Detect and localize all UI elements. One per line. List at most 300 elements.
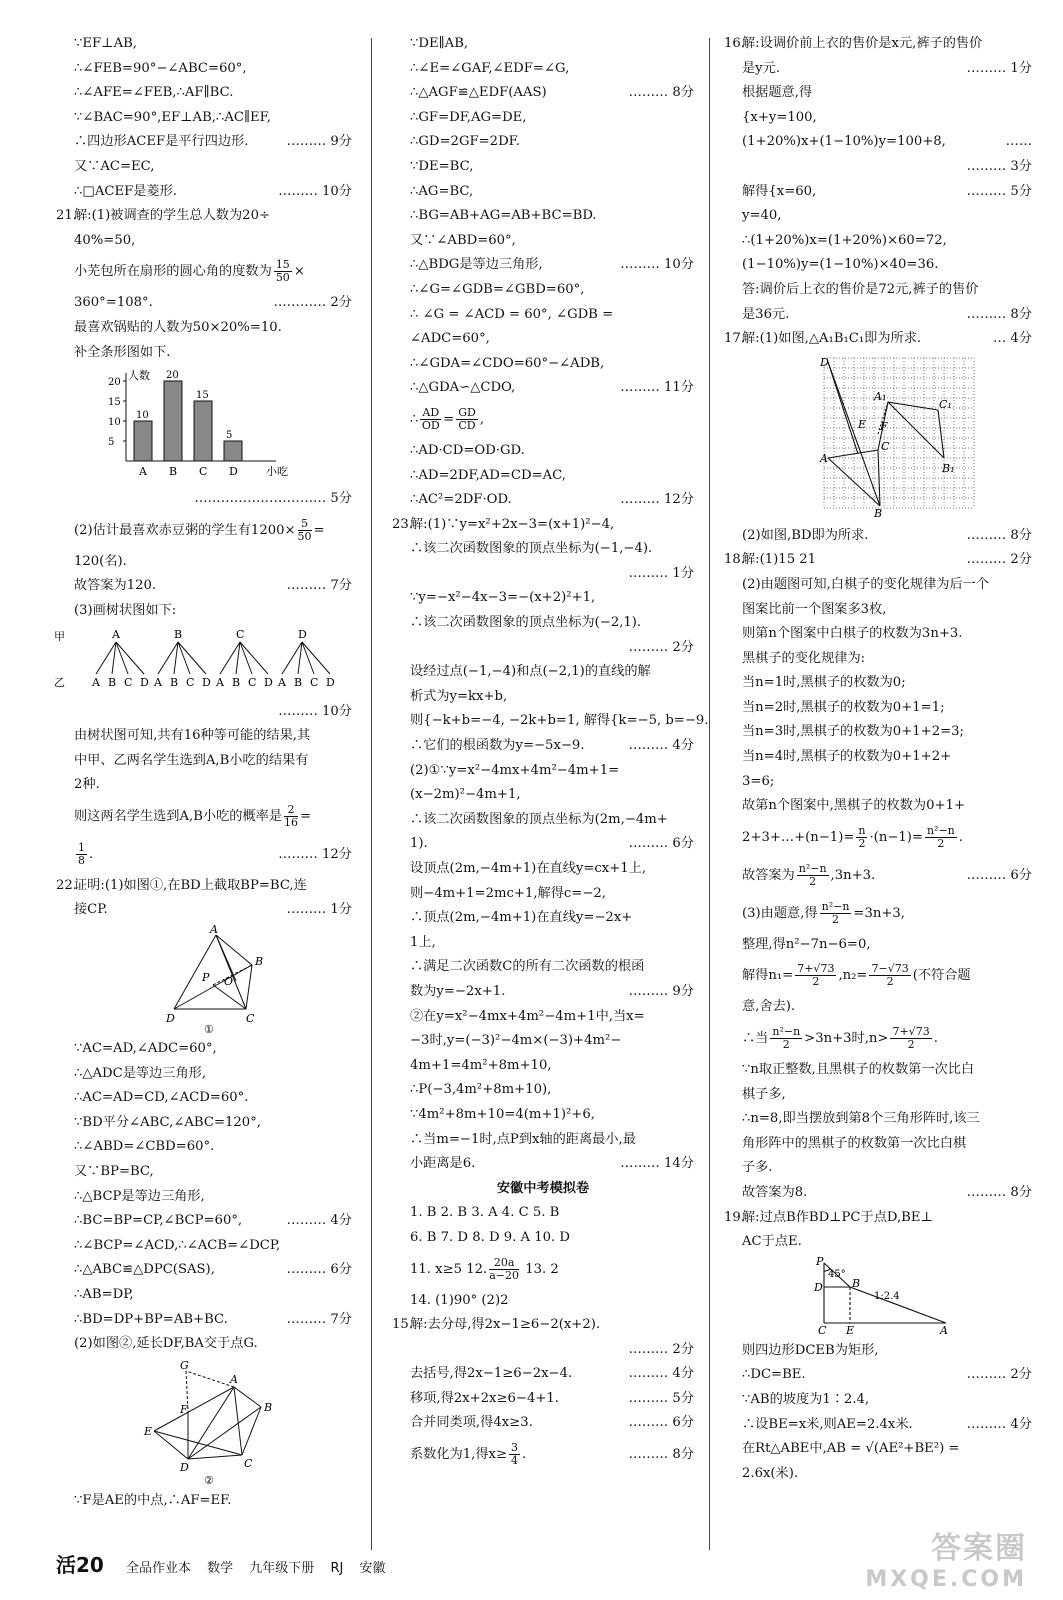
text-line [724,253,1032,278]
line-text: ∴(1+20%)x=(1+20%)×60=72, [742,232,947,248]
figure-17-svg [724,354,1032,522]
tree-leaf: B [294,675,303,689]
text-line [724,1020,1032,1058]
line-text: ,n₂= [838,968,868,984]
denominator: 2 [937,836,945,850]
bar-chart-svg [56,367,352,485]
label-B1: B₁ [942,461,955,475]
y-tick-label: 20 [108,377,121,389]
tree-node: D [298,627,307,641]
text-line [724,933,1032,958]
score: ……… 9分 [286,134,352,150]
score: ……… 6分 [628,836,694,852]
label-F: F [180,1402,188,1416]
line-text: ∴GF=DF,AG=DE, [410,109,527,125]
text-line [392,1387,694,1412]
line-text: × [293,264,305,280]
line-text: 6. B 7. D 8. D 9. A 10. D [410,1229,570,1245]
line-text: = [443,411,455,427]
line-text: 1). [410,836,428,852]
edition: RJ [330,1561,344,1576]
line-text: 解:去分母,得2x−1≥6−2(x+2). [410,1317,601,1333]
text-line [724,1230,1032,1255]
label-D: D [166,1012,175,1026]
line-text: 当n=3时,黑棋子的枚数为0+1+2=3; [742,724,964,740]
score: ……… 8分 [628,1447,694,1463]
line-text: 4m+1=4m²+8m+10, [410,1057,552,1073]
watermark [865,1523,1027,1592]
line-text: ∴BD=DP+BP=AB+BC. [74,1311,228,1327]
line-text: ∴P(−3,4m²+8m+10), [410,1082,552,1098]
text-line [392,1128,694,1153]
label-B: B [255,955,264,969]
tree-leaf: D [326,675,335,689]
label-A: A [210,923,218,937]
text-line [392,1251,694,1289]
line-text: 则{−k+b=−4, −2k+b=1, 解得{k=−5, b=−9. [410,713,709,729]
figure-19-slope [724,1254,1032,1337]
text-line [724,1413,1032,1438]
label-A: A [230,1372,238,1386]
line-text: (2)①∵y=x²−4mx+4m²−4m+1= [410,762,620,778]
line-text: ∴∠AFE=∠FEB,∴AF∥BC. [74,85,234,101]
label-O: O [224,975,234,989]
numerator: 20a [489,1257,519,1270]
line-text: (2)如图②,延长DF,BA交于点G. [74,1336,258,1352]
line-text: ∵y=−x²−4x−3=−(x+2)²+1, [410,590,596,606]
label-B: B [874,506,883,520]
text-line [392,832,694,857]
text-line [56,229,352,254]
line-text: 1上, [410,934,436,950]
label-B: B [852,1276,861,1290]
line-text: ∵F是AE的中点,∴AF=EF. [74,1492,232,1508]
fraction [869,963,910,988]
text-line [724,995,1032,1020]
line-text: ∴∠G=∠GDB=∠GBD=60°, [410,281,585,297]
text-line [56,204,352,229]
line-text: 故答案为120. [74,578,157,594]
fraction [420,407,441,432]
y-tick-label: 10 [108,417,121,429]
denominator: 8 [78,853,85,867]
text-line [724,278,1032,303]
line-text: ②在y=x²−4mx+4m²−4m+1中,当x= [410,1008,645,1024]
text-line [56,32,352,57]
line-text: (2)估计最喜欢赤豆粥的学生有1200× [74,522,296,538]
line-text: ∵n取正整数,且黑棋子的枚数第一次比白 [742,1062,975,1078]
text-line [392,1289,694,1314]
tree-diagram [56,626,352,698]
denominator: CD [458,418,476,432]
question-number: 21. [56,208,77,224]
line-text: 子多. [742,1160,773,1176]
tree-branch [116,642,144,674]
line-text: (1−10%)y=(1−10%)×40=36. [742,257,939,273]
text-line [56,57,352,82]
line-text: 接CP. [74,902,108,918]
numerator: 15 [275,258,290,272]
text-block [56,700,352,924]
label-C: C [881,439,890,453]
text-line [56,798,352,836]
text-line [392,155,694,180]
text-line [56,1209,352,1234]
line-text: 又∵∠ABD=60°, [410,232,516,248]
label-C: C [818,1323,827,1337]
text-block [724,524,1032,1255]
figure-caption: ② [204,1473,214,1487]
score: ……… 6分 [286,1262,352,1278]
score: ……… 1分 [966,60,1032,76]
question-number: 18. [724,552,745,568]
label-C: C [244,1456,253,1470]
text-line [56,1234,352,1259]
tree-branch [240,642,252,674]
text-line [56,749,352,774]
line-text: (2)如图,BD即为所求. [742,527,869,543]
text-line [392,278,694,303]
line-text: 又∵AC=EC, [74,158,155,174]
line-text: 证明:(1)如图①,在BD上截取BP=BC,连 [74,877,307,893]
fraction [274,259,292,284]
line-text: = [313,522,325,538]
tree-node: B [174,627,183,641]
text-line [724,745,1032,770]
bar-A [134,421,152,461]
line-text: 解:(1)15 21 [742,552,817,568]
bar-D [224,441,242,461]
line-text: 1. B 2. B 3. A 4. C 5. B [410,1205,560,1221]
text-line [392,882,694,907]
line-text: 则−4m+1=2mc+1,解得c=−2, [410,885,606,901]
text-line [724,819,1032,857]
text-line [724,1058,1032,1083]
line-text: 意,舍去). [742,999,796,1015]
text-line [392,586,694,611]
line-text: −3时,y=(−3)²−4m×(−3)+4m²− [410,1033,622,1049]
denominator: 2 [886,975,894,989]
text-line [56,512,352,550]
line-text: 解:(1)如图,△A₁B₁C₁即为所求. [742,331,922,347]
numerator: 2 [284,804,298,817]
line-text: , [479,411,485,427]
tree-branch [116,642,128,674]
line-text: ∴该二次函数图象的顶点坐标为(−2,1). [410,615,642,631]
line-text: 解得n₁= [742,968,794,984]
line-text: ∠ADC=60°, [410,331,490,347]
score: ………… 2分 [273,295,352,311]
text-line [724,106,1032,131]
text-line [724,81,1032,106]
line-text: 2种. [74,777,100,793]
line-text: (2)由题图可知,白棋子的变化规律为后一个 [742,576,990,592]
numerator: 7+√73 [892,1025,930,1039]
text-line [56,1160,352,1185]
text-line [56,130,352,155]
line-text: ∴BC=BP=CP,∠BCP=60°, [74,1213,243,1229]
text-line [392,513,694,538]
text-line [392,1411,694,1436]
text-line [724,1107,1032,1132]
question-number: 22. [56,877,77,893]
text-line [56,180,352,205]
tree-leaf: C [248,675,257,689]
category-label: A [139,465,147,479]
line-text: 答:调价后上衣的售价是72元,裤子的售价 [742,281,979,297]
score: ……… 10分 [278,703,352,719]
text-line [392,980,694,1005]
line-text: AC于点E. [742,1234,802,1250]
line-text: 整理,得n²−7n−6=0, [742,936,871,952]
tree-diagram-svg [56,626,352,698]
subject: 数学 [207,1561,234,1576]
tree-branch [178,642,206,674]
line-text: 图案比前一个图案多3枚, [742,601,887,617]
text-line [392,303,694,328]
text-line [392,57,694,82]
line-text: y=40, [742,208,782,224]
page-footer [56,1549,397,1578]
text-line [392,401,694,439]
y-tick-label: 5 [108,437,115,449]
text-line [392,1313,694,1338]
tree-leaf: B [170,675,179,689]
text-line [392,376,694,401]
text-line [56,836,352,874]
tree-node: A [112,627,120,641]
score: ……… 14分 [620,1156,694,1172]
text-line [56,1135,352,1160]
text-line [392,464,694,489]
line-text: =3n+3, [853,905,905,921]
tree-leaf: A [278,675,286,689]
text-line [724,1339,1032,1364]
score: ……… 2分 [628,1341,694,1357]
fraction [820,901,852,926]
text-line [392,783,694,808]
line-text: 析式为y=kx+b, [410,688,508,704]
column-right [724,32,1032,1486]
text-line [56,1062,352,1087]
denominator: 16 [284,815,299,829]
text-line [56,599,352,624]
line-text: ∴顶点(2m,−4m+1)在直线y=−2x+ [410,910,633,926]
score: ……… 2分 [628,639,694,655]
fraction [298,518,312,543]
figure-22-2-svg [56,1359,352,1487]
tree-leaf: D [140,675,149,689]
text-line [56,1332,352,1357]
score: ……… 10分 [278,183,352,199]
text-line [56,81,352,106]
text-line [724,957,1032,995]
line-text: 故第n个图案中,黑棋子的枚数为0+1+ [742,798,966,814]
line-text: ∴∠GDA=∠CDO=60°−∠ADB, [410,355,605,371]
line-text: ∴AC²=2DF·OD. [410,492,512,508]
score: ……… 1分 [286,902,352,918]
numerator: n²−n [821,899,850,913]
line-text: 解:(1)被调查的学生总人数为20÷ [74,208,271,224]
line-text: . [958,829,963,845]
line-text: ∵AC=AD,∠ADC=60°, [74,1041,217,1057]
fraction [489,1257,519,1282]
x-axis-label: 小吃 [266,465,288,479]
text-line [392,636,694,661]
score: ……… 11分 [620,380,694,396]
score: ……… 5分 [966,183,1032,199]
score: ……… 10分 [620,257,694,273]
tree-branch [302,642,314,674]
text-line [392,1152,694,1177]
text-line [56,341,352,366]
line-text: 故答案为 [742,867,795,883]
text-line [392,537,694,562]
label-C: C [246,1012,255,1026]
line-text: ∴ [410,411,419,427]
denominator: 50 [275,271,290,285]
text-line [724,573,1032,598]
question-number: 23. [392,516,413,532]
line-text: . [89,846,94,862]
text-line [56,1283,352,1308]
label-E: E [846,1323,855,1337]
line-text: 设经过点(−1,−4)和点(−2,1)的直线的解 [410,664,651,680]
text-line [392,1005,694,1030]
text-line [392,130,694,155]
line-text: ∴GD=2GF=2DF. [410,134,520,150]
score: ……… 8分 [966,527,1032,543]
line-text: ∴当m=−1时,点P到x轴的距离最小,最 [410,1131,636,1147]
line-text: ∴∠BCP=∠ACD,∴∠ACB=∠DCP, [74,1237,281,1253]
question-number: 15. [392,1317,413,1333]
line-text: (x−2m)²−4m+1, [410,787,521,803]
text-block [724,32,1032,352]
line-text: ∴∠FEB=90°−∠ABC=60°, [74,60,247,76]
line-text: ∴该二次函数图象的顶点坐标为(2m,−4m+ [410,811,668,827]
text-line [56,155,352,180]
line-text: ∴n=8,即当摆放到第8个三角形阵时,该三 [742,1111,980,1127]
line-text: 又∵BP=BC, [74,1164,154,1180]
line-text: ∵4m²+8m+10=4(m+1)²+6, [410,1106,595,1122]
text-line [56,1111,352,1136]
text-block [56,1037,352,1357]
line-text: 是36元. [742,306,790,322]
text-line [392,1054,694,1079]
tree-leaf: C [124,675,133,689]
line-text: 解得{x=60, [742,183,817,199]
text-line [392,439,694,464]
denominator: 50 [297,529,312,543]
watermark-text: 答案圈 [931,1531,1027,1566]
text-line [56,1489,352,1514]
line-text: 13. 2 [521,1261,559,1277]
tree-node: C [236,627,245,641]
text-block [56,1489,352,1514]
denominator: 4 [511,1454,519,1468]
region: 安徽 [359,1561,386,1576]
question-number: 17. [724,331,745,347]
line-text: 则四边形DCEB为矩形, [742,1342,879,1358]
score: … 4分 [993,331,1032,347]
line-text: ∴□ACEF是菱形. [74,183,177,199]
line-text: 最喜欢锅贴的人数为50×20%=10. [74,319,282,335]
y-axis-label: 人数 [128,369,150,383]
fraction [284,804,298,829]
bar-B [164,381,182,461]
text-line [724,857,1032,895]
text-line [392,488,694,513]
denominator: a−20 [489,1268,519,1282]
text-line [724,647,1032,672]
line-text: ∴当 [742,1031,769,1047]
text-block [56,487,352,623]
line-text: ∴△AGF≌△EDF(AAS) [410,85,547,101]
line-text: 故答案为8. [742,1185,808,1200]
line-text: ∴AG=BC, [410,183,474,199]
score: ……… 4分 [628,1366,694,1382]
text-line [392,808,694,833]
denominator: 2 [907,1038,915,1052]
numerator: 1 [78,840,85,854]
figure-19-svg [724,1254,1032,1337]
watermark-url: MXQE.COM [865,1567,1027,1592]
label-D: D [180,1460,189,1474]
line-text: 是y元. [742,60,781,76]
text-line [392,1436,694,1474]
text-line [724,794,1032,819]
label-F: F [880,419,888,433]
column-left [56,32,352,1513]
text-line [392,352,694,377]
text-line [392,660,694,685]
page-number: 活20 [56,1553,104,1577]
fraction [925,825,957,850]
line-text: ∴它们的根函数为y=−5x−9. [410,738,585,754]
score: ……… 3分 [966,158,1032,174]
text-line [392,1103,694,1128]
text-line [56,773,352,798]
score: ……… 8分 [966,306,1032,322]
text-line [724,1206,1032,1231]
numerator: 7−√73 [871,962,909,976]
label-A: A [820,451,828,465]
text-line [56,1258,352,1283]
line-text: ∴BG=AB+AG=AB+BC=BD. [410,208,597,224]
score: ……… 6分 [966,867,1032,883]
line-text: 角形阵中的黑棋子的枚数第一次比白棋 [742,1135,967,1151]
column-divider [709,38,710,1550]
text-line [56,574,352,599]
text-line [392,906,694,931]
fraction [456,407,478,432]
text-line [724,696,1032,721]
fraction [890,1026,931,1051]
score: ……… 6分 [628,1415,694,1431]
numerator: 3 [511,1441,519,1455]
text-line [724,1462,1032,1487]
text-line [56,106,352,131]
book-title: 全品作业本 [125,1561,191,1576]
line-text: 11. x≥5 12. [410,1261,488,1277]
tree-branch [178,642,190,674]
score: ……… 1分 [628,565,694,581]
text-line [56,291,352,316]
line-text: 小芜包所在扇形的圆心角的度数为 [74,264,272,280]
fraction [509,1442,520,1467]
text-line [724,720,1032,745]
denominator: 2 [832,912,840,926]
